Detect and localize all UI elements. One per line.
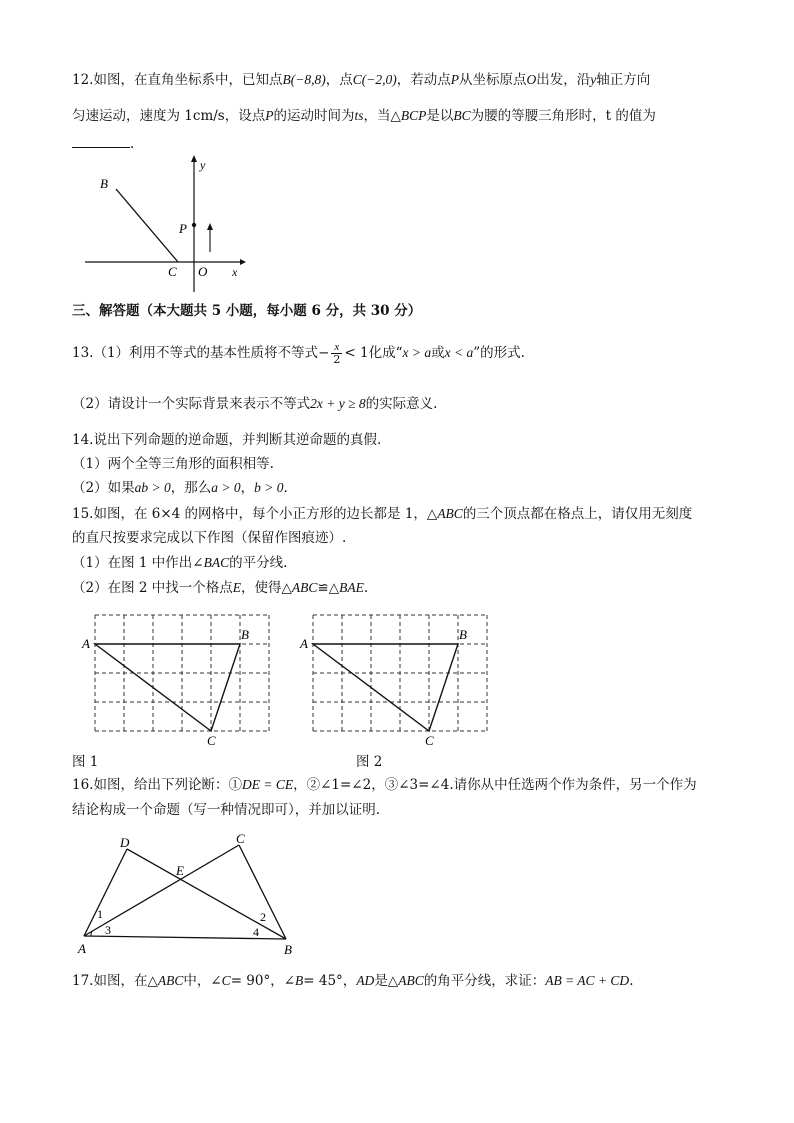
q16-text: ，②∠1=∠2，③∠3=∠4.请你从中任选两个作为条件，另一个作为 — [293, 777, 697, 793]
x-axis-arrow-icon — [240, 259, 246, 265]
angle-label-4: 4 — [253, 925, 259, 939]
label-p: P — [179, 221, 187, 236]
q15-text: （2）在图 2 中找一个格点 — [72, 580, 233, 596]
q15-text: （1）在图 1 中作出∠ — [72, 555, 204, 571]
q12-text: 为腰的等腰三角形时，t 的值为 — [470, 108, 656, 124]
label-c: C — [425, 733, 434, 748]
q17-text: . — [629, 973, 634, 989]
label-x: x — [232, 265, 238, 279]
q15-text: 15.如图，在 6×4 的网格中，每个小正方形的边长都是 1，△ — [72, 506, 438, 522]
label-a: A — [300, 636, 308, 651]
label-d: D — [120, 835, 130, 850]
q13-fraction — [331, 342, 342, 365]
q15-line2: 的直尺按要求完成以下作图（保留作图痕迹）. — [72, 530, 347, 546]
q15-text: . — [363, 580, 369, 596]
q17-triangle: ABC — [157, 973, 184, 988]
q15-triangle: ABC — [291, 580, 318, 595]
segment-db — [127, 849, 286, 939]
q12-answer-line — [72, 134, 732, 154]
q17-text: 中，∠ — [183, 973, 222, 989]
q12-text: 从坐标原点 — [458, 72, 527, 88]
q12-text: ，点 — [325, 72, 353, 88]
point-p — [192, 223, 196, 227]
q17-text: = 45°， — [303, 973, 357, 989]
q16-line2: 结论构成一个命题（写一种情况即可），并加以证明. — [72, 802, 381, 818]
q14-text: ，那么 — [170, 480, 212, 496]
label-b: B — [284, 942, 292, 957]
q15-text: 的三个顶点都在格点上，请仅用无刻度 — [462, 506, 693, 522]
fraction-denominator: 2 — [333, 353, 341, 366]
q17-angle-b: B — [295, 973, 304, 988]
q17-text: = 90°，∠ — [230, 973, 296, 989]
q15-point-e: E — [232, 580, 242, 595]
label-a: A — [78, 941, 86, 956]
q16-line1 — [72, 775, 732, 795]
q15-item2 — [72, 578, 732, 598]
q12-var-ts: ts — [354, 108, 364, 123]
segment-cb — [239, 845, 286, 939]
q12-point-b: B(−8,8) — [282, 72, 326, 87]
q15-text: ≌△ — [317, 580, 340, 596]
q16-condition-1: DE = CE — [241, 777, 294, 792]
q12-var-y: y — [590, 72, 597, 87]
q15-line1 — [72, 504, 732, 524]
q13-inequality-2: 2x + y ≥ 8 — [310, 396, 366, 411]
q12-text: 匀速运动，速度为 1cm/s，设点 — [72, 108, 266, 124]
q12-segment-bc: BC — [453, 108, 471, 123]
q13-text: 的实际意义. — [365, 396, 438, 412]
angle-label-2: 2 — [260, 910, 266, 924]
label-b: B — [459, 627, 467, 642]
q12-line1 — [72, 70, 732, 90]
q17-angle-c: C — [221, 973, 231, 988]
label-c: C — [207, 733, 216, 748]
triangle-abc — [95, 644, 240, 731]
q12-coordinate-figure — [80, 152, 250, 298]
q15-angle: BAC — [203, 555, 230, 570]
section-3-title: 三、解答题（本大题共 5 小题，每小题 6 分，共 30 分） — [72, 303, 422, 319]
q14-item1: （1）两个全等三角形的面积相等. — [72, 456, 274, 472]
q12-period: . — [130, 136, 135, 152]
angle-label-3: 3 — [105, 923, 111, 937]
q13-part2 — [72, 394, 732, 414]
label-a: A — [82, 636, 90, 651]
q13-text: 13.（1）利用不等式的基本性质将不等式 — [72, 345, 319, 361]
q13-text: 或 — [431, 345, 445, 361]
label-e: E — [176, 863, 184, 878]
q17-text: 的角平分线，求证： — [423, 973, 546, 989]
q12-text: 轴正方向 — [596, 72, 651, 88]
q13-inequality: < 1 — [344, 345, 369, 361]
q12-triangle-bcp: BCP — [400, 108, 427, 123]
q17-text: 17.如图，在△ — [72, 973, 158, 989]
q13-form-1: x > a — [402, 345, 432, 360]
q15-grid-figure-1[interactable] — [78, 608, 278, 748]
q16-figure — [72, 828, 302, 960]
q12-var-o: O — [526, 72, 537, 87]
q12-text: 12.如图，在直角坐标系中，已知点 — [72, 72, 283, 88]
figure-1-caption: 图 1 — [72, 754, 99, 770]
fraction-numerator: x — [331, 342, 342, 354]
q14-title: 14.说出下列命题的逆命题，并判断其逆命题的真假. — [72, 432, 382, 448]
label-b: B — [241, 627, 249, 642]
q16-text: 16.如图，给出下列论断：① — [72, 777, 242, 793]
q15-text: ，使得△ — [241, 580, 292, 596]
label-o: O — [198, 264, 208, 279]
q14-expr: ab > 0 — [134, 480, 171, 495]
q15-item1 — [72, 553, 732, 573]
label-c: C — [168, 264, 177, 279]
q17-line — [72, 971, 732, 991]
q13-text: （2）请设计一个实际背景来表示不等式 — [72, 396, 311, 412]
q13-text: 化成“ — [368, 345, 403, 361]
q13-form-2: x < a — [444, 345, 474, 360]
answer-blank[interactable] — [72, 135, 130, 148]
label-b: B — [100, 176, 108, 191]
q12-var-p: P — [265, 108, 274, 123]
q14-expr: a > 0 — [211, 480, 241, 495]
q12-text: ，当△ — [363, 108, 401, 124]
q17-triangle: ABC — [398, 973, 424, 988]
q14-text: . — [283, 480, 288, 496]
q15-triangle: ABC — [437, 506, 463, 521]
q17-text: 是△ — [374, 973, 399, 989]
q12-line2 — [72, 106, 732, 126]
q13-minus: − — [318, 345, 330, 361]
label-y: y — [200, 158, 206, 172]
q13-part1 — [72, 340, 732, 366]
q12-text: ，若动点 — [396, 72, 451, 88]
figure-2-caption: 图 2 — [356, 754, 383, 770]
q12-point-c: C(−2,0) — [352, 72, 397, 87]
q17-segment-ad: AD — [356, 973, 375, 988]
q12-text: 是以 — [426, 108, 454, 124]
motion-arrow-icon — [207, 223, 213, 230]
q12-var-p: P — [450, 72, 459, 87]
q14-item2 — [72, 478, 732, 498]
q15-triangle: BAE — [339, 580, 364, 595]
q12-text: 的运动时间为 — [273, 108, 355, 124]
q12-text: 出发，沿 — [536, 72, 591, 88]
triangle-abc — [313, 644, 458, 731]
q14-expr: b > 0 — [254, 480, 284, 495]
label-c: C — [236, 831, 245, 846]
q13-text: ”的形式. — [473, 345, 525, 361]
q14-text: ， — [240, 480, 255, 496]
angle-arc — [91, 931, 92, 936]
y-axis-arrow-icon — [191, 155, 197, 162]
q14-text: （2）如果 — [72, 480, 135, 496]
angle-label-1: 1 — [97, 907, 103, 921]
segment-bc — [116, 189, 178, 262]
q15-grid-figure-2[interactable] — [296, 608, 496, 748]
q17-proof-statement: AB = AC + CD — [545, 973, 630, 988]
q15-text: 的平分线. — [229, 555, 288, 571]
